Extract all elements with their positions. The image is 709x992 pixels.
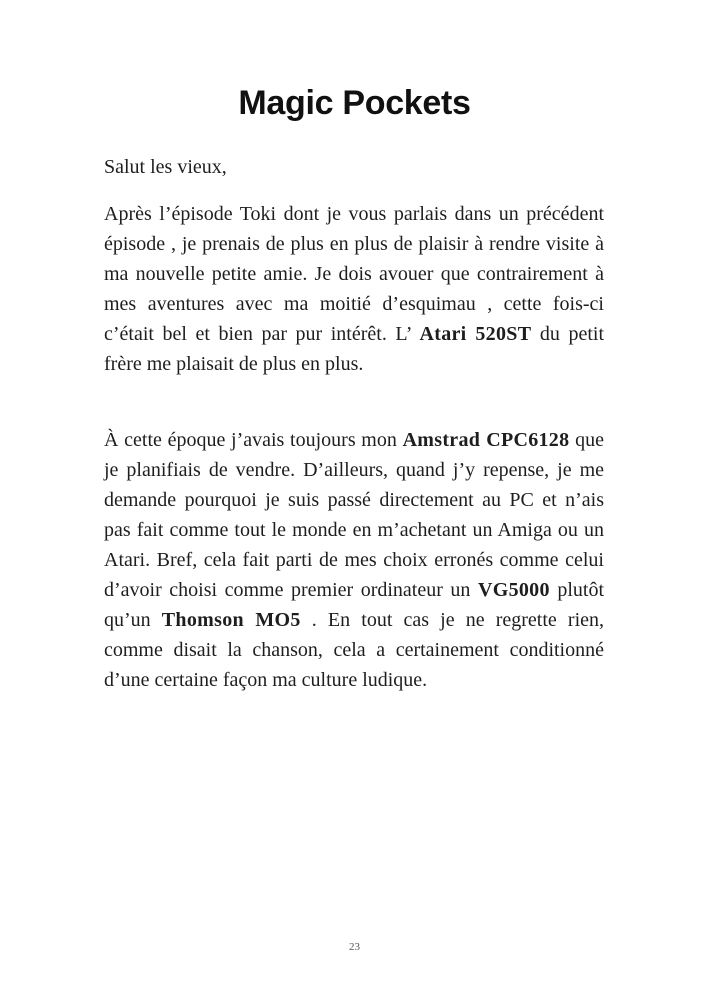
paragraph-1-text-2: du petit frère me plaisait de plus en plus. bbox=[104, 323, 605, 375]
paragraph-1 bbox=[104, 199, 604, 379]
page-title: Magic Pockets bbox=[238, 84, 471, 122]
paragraph-2-text-3: plutôt qu’un bbox=[104, 579, 605, 631]
paragraph-2-text-4: . En tout cas je ne regrette rien, comme disait la chanson, cela a certainement conditionné d’une certaine façon ma culture ludique. bbox=[104, 609, 604, 691]
paragraph-2-text-1: À cette époque j’avais toujours mon bbox=[104, 429, 403, 451]
paragraph-1-text-1: Après l’épisode Toki dont je vous parlais dans un précédent épisode , je prenais de plus en plus de plaisir à rendre visite à ma nouvelle petite amie. Je dois avouer que contrairement à mes aventures avec ma moitié d’esquimau , cette fois-ci c’était bel et bien par pur intérêt. L’ bbox=[104, 203, 604, 345]
paragraph-2 bbox=[104, 425, 604, 695]
greeting: Salut les vieux, bbox=[104, 156, 227, 178]
paragraph-2-text-2: que je planifiais de vendre. D’ailleurs, quand j’y repense, je me demande pourquoi je suis passé directement au PC et n’ais pas fait comme tout le monde en m’achetant un Amiga ou un Atari. Bref, cela fait parti de mes choix erronés comme celui d’avoir choisi comme premier ordinateur un bbox=[104, 429, 604, 601]
page-number: 23 bbox=[349, 941, 360, 953]
product-atari-520st: Atari 520ST bbox=[419, 323, 532, 345]
product-vg5000: VG5000 bbox=[477, 579, 550, 601]
product-thomson-mo5: Thomson MO5 bbox=[161, 609, 301, 631]
product-amstrad-cpc6128: Amstrad CPC6128 bbox=[402, 429, 570, 451]
